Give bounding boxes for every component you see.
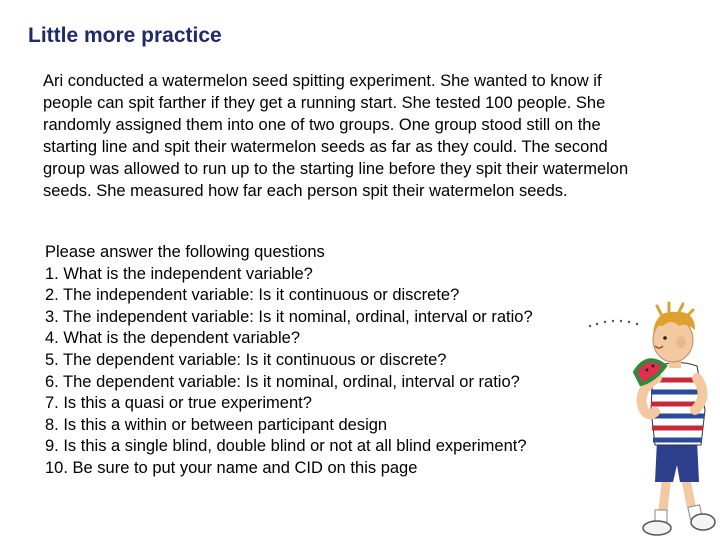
- question-item: 1. What is the independent variable?: [45, 264, 313, 283]
- slide-title: Little more practice: [28, 24, 222, 47]
- question-item: 10. Be sure to put your name and CID on this page: [45, 458, 418, 477]
- question-item: 3. The independent variable: Is it nominal, ordinal, interval or ratio?: [45, 307, 533, 326]
- boy-eating-watermelon-icon: [585, 300, 720, 540]
- question-item: 9. Is this a single blind, double blind or not at all blind experiment?: [45, 437, 527, 456]
- question-item: 8. Is this a within or between participant design: [45, 415, 388, 434]
- intro-paragraph: [43, 70, 693, 202]
- questions-list: [45, 242, 533, 480]
- intro-line: seeds. She measured how far each person spit their watermelon seeds.: [43, 182, 568, 200]
- question-item: 4. What is the dependent variable?: [45, 329, 301, 348]
- question-item: 2. The independent variable: Is it continuous or discrete?: [45, 286, 460, 305]
- intro-line: randomly assigned them into one of two groups. One group stood still on the: [43, 116, 601, 134]
- intro-line: group was allowed to run up to the starting line before they spit their watermelon: [43, 160, 629, 178]
- intro-line: Ari conducted a watermelon seed spitting experiment. She wanted to know if: [43, 72, 602, 90]
- intro-line: people can spit farther if they get a running start. She tested 100 people. She: [43, 94, 606, 112]
- question-item: 7. Is this a quasi or true experiment?: [45, 394, 312, 413]
- intro-line: starting line and spit their watermelon seeds as far as they could. The second: [43, 138, 608, 156]
- question-item: 5. The dependent variable: Is it continuous or discrete?: [45, 350, 447, 369]
- question-item: 6. The dependent variable: Is it nominal, ordinal, interval or ratio?: [45, 372, 520, 391]
- questions-heading: Please answer the following questions: [45, 243, 325, 261]
